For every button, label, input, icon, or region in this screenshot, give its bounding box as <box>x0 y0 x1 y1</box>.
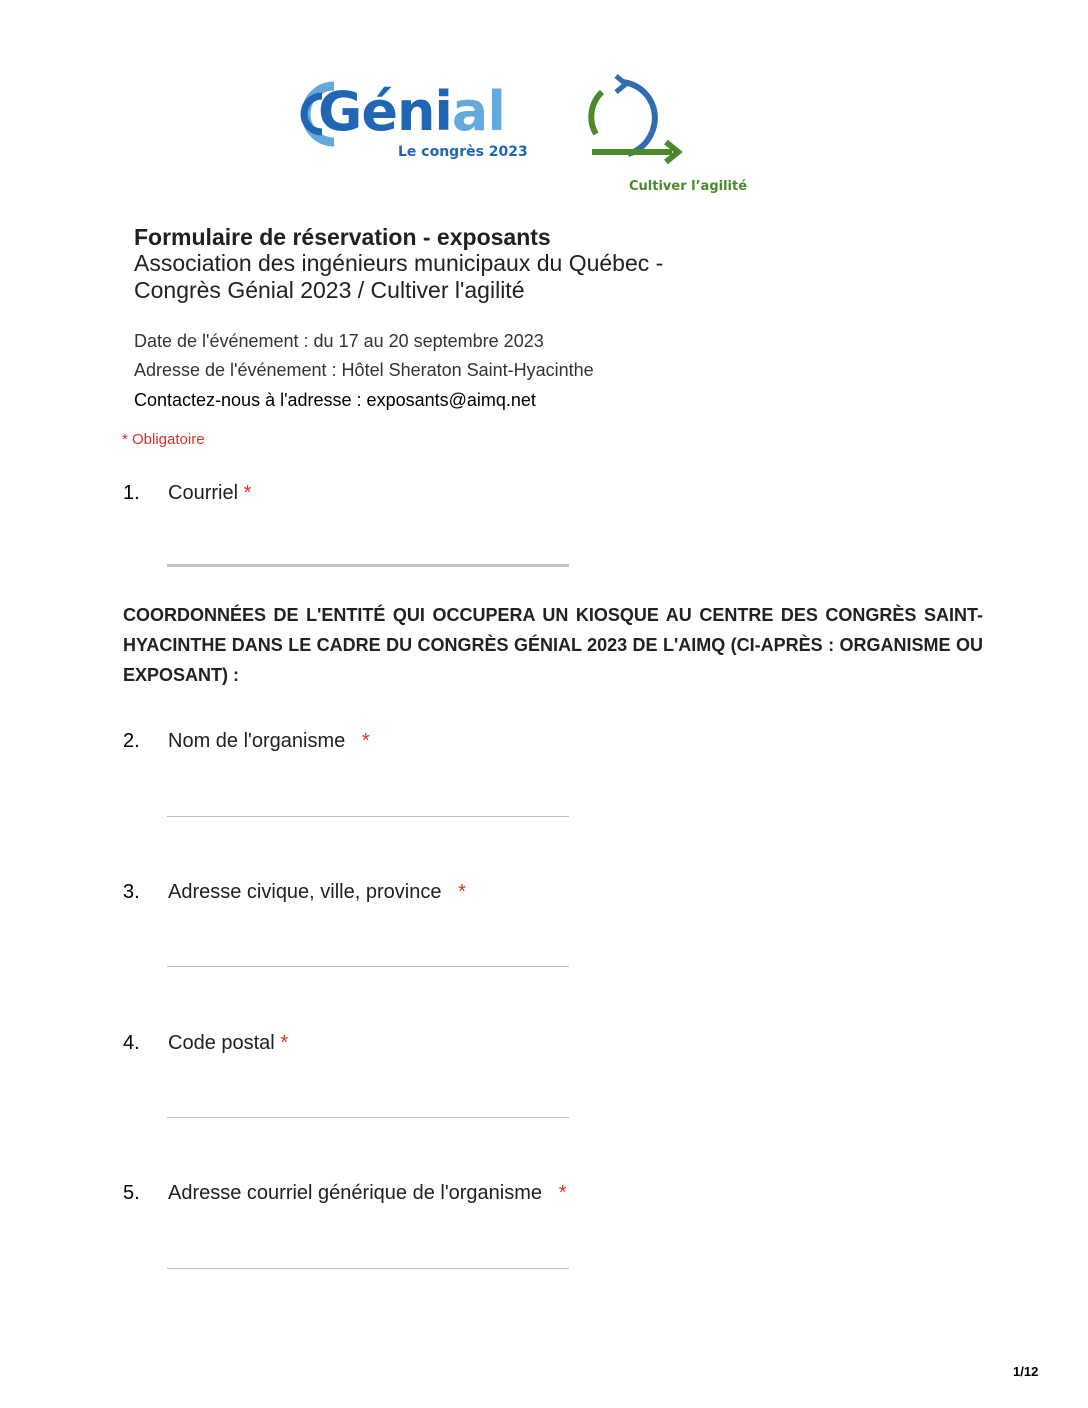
postal-code-field[interactable] <box>167 1117 569 1118</box>
contact-line: Contactez-nous à l'adresse : exposants@aimq.net <box>134 390 536 410</box>
event-date: Date de l'événement : du 17 au 20 septembre 2023 <box>134 331 544 351</box>
agile-tagline: Cultiver l’agilité <box>629 179 748 194</box>
genial-logo <box>300 72 530 167</box>
question-text: Adresse courriel générique de l'organisme <box>168 1182 543 1204</box>
question-label-civic-address <box>168 881 466 904</box>
form-title: Formulaire de réservation - exposants <box>134 224 551 250</box>
cycle-arrow-icon <box>582 72 692 172</box>
required-star: * <box>361 730 370 752</box>
agile-logo <box>582 72 752 202</box>
section-heading: COORDONNÉES DE L'ENTITÉ QUI OCCUPERA UN KIOSQUE AU CENTRE DES CONGRÈS SAINT-HYACINTHE DANS LE CADRE DU CONGRÈS GÉNIAL 2023 DE L'AIMQ (CI-APRÈS : ORGANISME OU EXPOSANT) : <box>123 605 983 685</box>
question-number: 4. <box>123 1032 140 1054</box>
question-number: 3. <box>123 881 140 903</box>
page-number: 1/12 <box>1013 1364 1039 1379</box>
question-text: Adresse civique, ville, province <box>168 881 442 903</box>
question-label-org-name <box>168 730 370 753</box>
generic-email-field[interactable] <box>167 1268 569 1269</box>
event-address: Adresse de l'événement : Hôtel Sheraton Saint-Hyacinthe <box>134 360 594 380</box>
question-number: 2. <box>123 730 140 752</box>
civic-address-field[interactable] <box>167 966 569 967</box>
email-field[interactable] <box>167 564 569 567</box>
question-text: Code postal <box>168 1032 275 1054</box>
question-label-generic-email <box>168 1182 567 1205</box>
genial-word-main: Géni <box>318 80 452 143</box>
genial-word-accent: al <box>451 80 505 143</box>
required-star: * <box>280 1032 289 1054</box>
genial-wordmark <box>318 80 505 143</box>
required-star: * <box>558 1182 567 1204</box>
question-number: 5. <box>123 1182 140 1204</box>
required-note: * Obligatoire <box>122 431 205 448</box>
question-text: Courriel <box>168 482 239 504</box>
question-label-email <box>168 482 251 505</box>
question-label-postal-code <box>168 1032 288 1055</box>
question-number: 1. <box>123 482 140 504</box>
org-name-field[interactable] <box>167 816 569 817</box>
question-text: Nom de l'organisme <box>168 730 346 752</box>
required-star: * <box>458 881 466 903</box>
genial-subtitle: Le congrès 2023 <box>398 144 528 160</box>
required-star: * <box>243 482 252 504</box>
form-subtitle: Association des ingénieurs municipaux du Québec - Congrès Génial 2023 / Cultiver l'agilité <box>134 250 664 303</box>
